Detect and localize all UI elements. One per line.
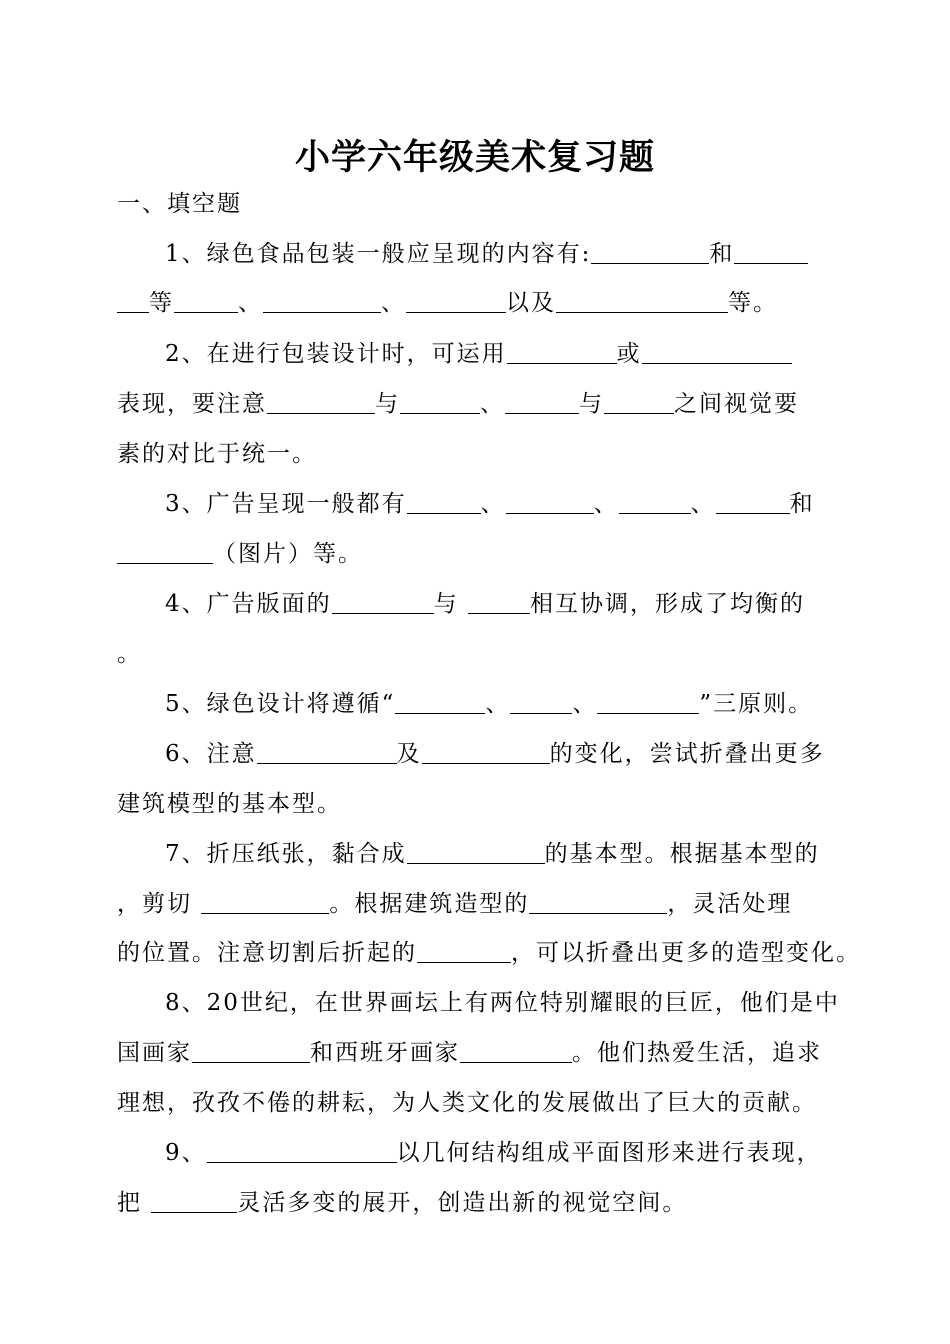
answer-blank[interactable] xyxy=(257,743,397,764)
answer-blank[interactable] xyxy=(400,393,480,414)
answer-blank[interactable] xyxy=(507,343,617,364)
question-5-text: 5、绿色设计将遵循“ xyxy=(165,691,396,717)
question-2-text: 2、在进行包装设计时，可运用 xyxy=(165,341,507,367)
question-7-text: 7、折压纸张，黏合成 xyxy=(165,841,407,867)
answer-blank[interactable] xyxy=(407,493,481,514)
question-8-line-2: 国画家 和西班牙画家 。他们热爱生活，追求 xyxy=(117,1040,822,1066)
question-4-line-1: 4、广告版面的 与 相互协调，形成了均衡的 xyxy=(165,591,805,617)
question-3-line-2: （图片）等。 xyxy=(117,537,363,571)
page-title: 小学六年级美术复习题 xyxy=(294,137,655,178)
answer-blank[interactable] xyxy=(395,693,485,714)
answer-blank[interactable] xyxy=(642,343,792,364)
question-4-text: 4、广告版面的 xyxy=(165,591,332,617)
section-heading: 一、填空题 xyxy=(117,191,242,217)
question-9-line-1: 9、 以几何结构组成平面图形来进行表现， xyxy=(165,1140,822,1166)
question-8-line-1: 8、20世纪，在世界画坛上有两位特别耀眼的巨匠，他们是中 xyxy=(165,990,840,1016)
question-2-line-2: 表现，要注意 与 、 与 之间视觉要 xyxy=(117,391,799,417)
answer-blank[interactable] xyxy=(604,393,674,414)
answer-blank[interactable] xyxy=(734,243,808,264)
answer-blank[interactable] xyxy=(174,292,238,313)
answer-blank[interactable] xyxy=(422,743,550,764)
question-1-text: 1、绿色食品包装一般应呈现的内容有: xyxy=(165,241,592,267)
answer-blank[interactable] xyxy=(332,593,434,614)
answer-blank[interactable] xyxy=(201,893,329,914)
answer-blank[interactable] xyxy=(597,693,699,714)
question-7-line-1: 7、折压纸张，黏合成 的基本型。根据基本型的 xyxy=(165,841,820,867)
answer-blank[interactable] xyxy=(619,493,691,514)
answer-blank[interactable] xyxy=(506,493,594,514)
answer-blank[interactable] xyxy=(117,292,149,313)
answer-blank[interactable] xyxy=(406,292,506,313)
answer-blank[interactable] xyxy=(151,1192,237,1213)
answer-blank[interactable] xyxy=(529,893,667,914)
question-6-line-1: 6、注意 及 的变化，尝试折叠出更多 xyxy=(165,741,825,767)
answer-blank[interactable] xyxy=(117,543,213,564)
answer-blank[interactable] xyxy=(505,393,579,414)
answer-blank[interactable] xyxy=(207,1142,397,1163)
question-3-line-1: 3、广告呈现一般都有 、 、 、 和 xyxy=(165,491,815,517)
question-9-line-2: 把 灵活多变的展开，创造出新的视觉空间。 xyxy=(117,1190,688,1216)
question-2-line-1: 2、在进行包装设计时，可运用 或 xyxy=(165,337,792,371)
question-2-line-3: 素的对比于统一。 xyxy=(117,441,317,467)
answer-blank[interactable] xyxy=(468,593,530,614)
question-8-line-3: 理想，孜孜不倦的耕耘，为人类文化的发展做出了巨大的贡献。 xyxy=(117,1090,817,1116)
answer-blank[interactable] xyxy=(591,243,709,264)
answer-blank[interactable] xyxy=(460,1042,572,1063)
answer-blank[interactable] xyxy=(716,493,790,514)
answer-blank[interactable] xyxy=(556,292,728,313)
question-3-text: 3、广告呈现一般都有 xyxy=(165,491,407,517)
question-7-line-2: ，剪切 。根据建筑造型的 ，灵活处理 xyxy=(117,891,793,917)
question-7-line-3: 的位置。注意切割后折起的 ，可以折叠出更多的造型变化。 xyxy=(117,940,861,966)
answer-blank[interactable] xyxy=(407,843,545,864)
answer-blank[interactable] xyxy=(267,393,375,414)
question-1-line-1: 1、绿色食品包装一般应呈现的内容有: 和 xyxy=(165,237,808,271)
question-6-line-2: 建筑模型的基本型。 xyxy=(117,791,342,817)
question-6-text: 6、注意 xyxy=(165,741,257,767)
question-5-line-1: 5、绿色设计将遵循“ 、 、 ”三原则。 xyxy=(165,691,814,717)
answer-blank[interactable] xyxy=(263,292,381,313)
answer-blank[interactable] xyxy=(417,942,511,963)
answer-blank[interactable] xyxy=(510,693,572,714)
answer-blank[interactable] xyxy=(192,1042,310,1063)
question-1-line-2: 等 、 、 以及 等。 xyxy=(117,286,778,320)
question-4-line-2: 。 xyxy=(117,641,142,667)
question-9-text: 9、 xyxy=(165,1140,207,1166)
